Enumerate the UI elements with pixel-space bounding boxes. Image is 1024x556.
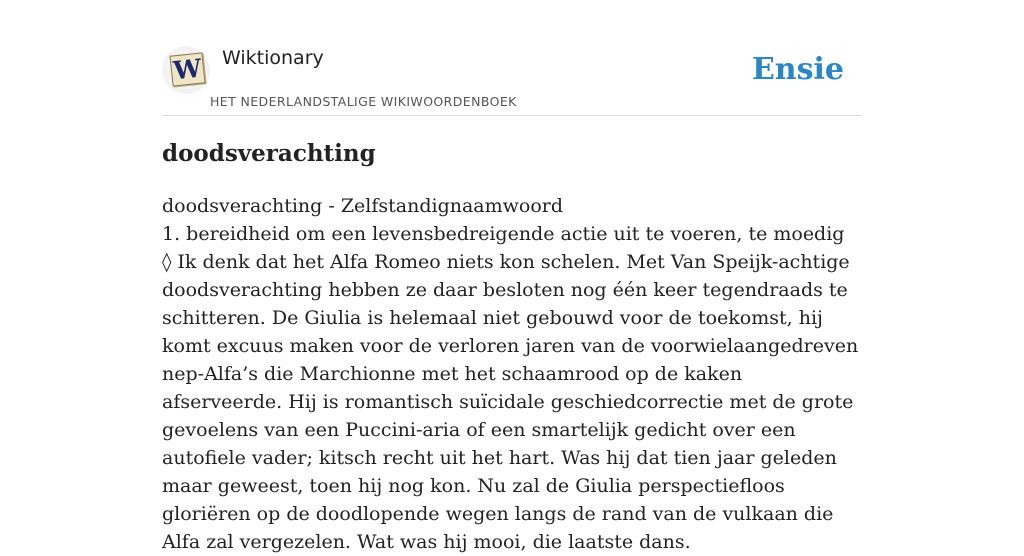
wiktionary-tile-icon [169, 52, 205, 86]
entry-body [162, 192, 867, 556]
site-tagline: HET NEDERLANDSTALIGE WIKIWOORDENBOEK [210, 94, 517, 109]
entry-heading: doodsverachting - Zelfstandignaamwoord [162, 195, 564, 217]
ensie-brand-link[interactable]: Ensie [751, 52, 844, 87]
entry-example: ◊ Ik denk dat het Alfa Romeo niets kon schelen. Met Van Speijk-achtige doodsverachting hebben ze daar besloten nog één keer tegendraads te schitteren. De Giulia is helemaal niet gebouwd voor de toekomst, hij komt excuus maken voor de verloren jaren van de voorwielaangedreven nep-Alfa’s die Marchionne met het schaamrood op de kaken afserveerde. Hij is romantisch suïcidale geschiedcorrectie met de grote gevoelens van een Puccini-aria of een smartelijk gedicht over een autofiele vader; kitsch recht uit het hart. Was hij dat tien jaar geleden maar geweest, toen hij nog kon. Nu zal de Giulia perspectiefloos gloriëren op de doodlopende wegen langs de rand van de vulkaan die Alfa zal vergezelen. Wat was hij mooi, die laatste dans. [162, 251, 859, 553]
site-header [162, 0, 862, 116]
page-title: doodsverachting [162, 140, 376, 167]
logo-letter: W [172, 53, 203, 86]
entry-definition: 1. bereidheid om een levensbedreigende actie uit te voeren, te moedig [162, 223, 845, 245]
wiktionary-logo[interactable] [162, 46, 210, 94]
site-name[interactable]: Wiktionary [222, 47, 324, 69]
